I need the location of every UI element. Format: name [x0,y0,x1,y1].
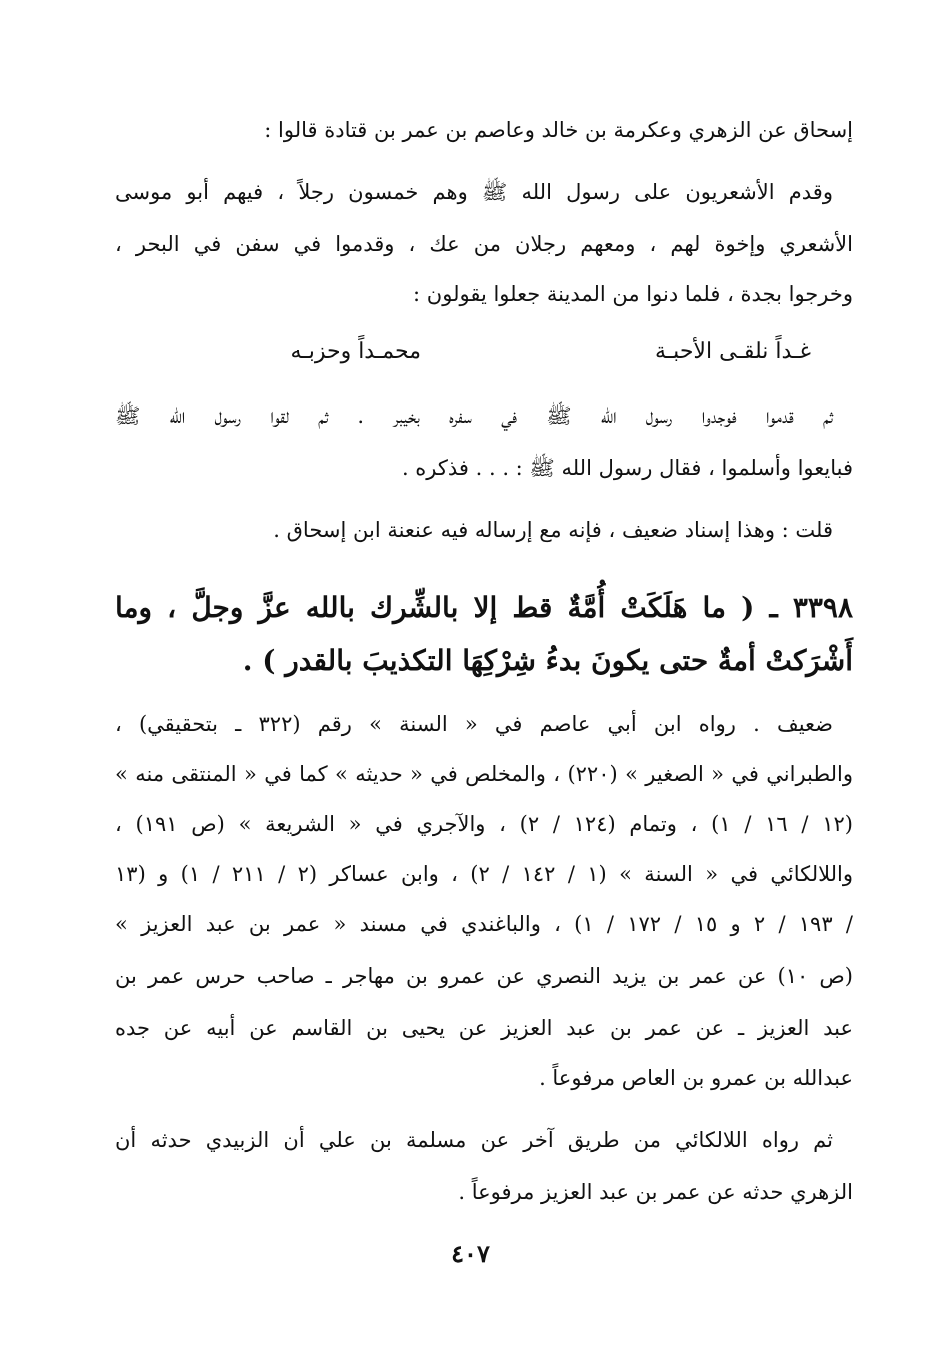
text-line: الزهري حدثه عن عمر بن عبد العزيز مرفوعاً . [458,1180,853,1204]
commentary-line: عبد العزيز ـ عن عمر بن عبد العزيز عن يحيى بن القاسم عن أبيه عن جده [115,1016,853,1040]
commentary-line: (١٢ / ١٦ / ١) ، وتمام (١٢٤ / ٢) ، والآجري في « الشريعة » (ص ١٩١) ، [115,812,853,836]
page-number: ٤٠٧ [451,1239,490,1268]
verse-hemistich-right: غـداً نلقـى الأحبـة [654,339,811,364]
text-line: وقدم الأشعريون على رسول الله ﷺ وهم خمسون رجلاً ، فيهم أبو موسى [115,180,833,204]
commentary-line: / ١٩٣ / ٢ و ١٥ / ١٧٢ / ١) ، والباغندي في مسند « عمر بن عبد العزيز » [115,912,853,936]
text-line: وخرجوا بجدة ، فلما دنوا من المدينة جعلوا يقولون : [413,282,853,306]
text-line: الأشعري وإخوة لهم ، ومعهم رجلان من عك ، وقدموا في سفن في البحر ، [115,232,853,256]
hadith-heading-line: أَشْرَكتْ أمةٌ حتى يكونَ بدءُ شِرْكِهَا التكذيبَ بالقدر ) . [242,644,853,677]
text-line: إسحاق عن الزهري وعكرمة بن خالد وعاصم بن عمر بن قتادة قالوا : [264,118,853,142]
commentary-line: ضعيف . رواه ابن أبي عاصم في « السنة » رقم (٣٢٢ ـ بتحقيقي) ، [115,712,833,736]
hadith-heading-line: ٣٣٩٨ ـ ( ما هَلَكَتْ أُمَّةٌ قط إلا بالشِّرك بالله عزَّ وجلَّ ، وما [115,591,853,624]
commentary-line: (ص ١٠) عن عمر بن يزيد النصري عن عمرو بن مهاجر ـ صاحب حرس عمر بن [115,964,853,988]
author-note: قلت : وهذا إسناد ضعيف ، فإنه مع إرساله فيه عنعنة ابن إسحاق . [273,518,833,542]
commentary-line: واللالكائي في « السنة » (١ / ١٤٢ / ٢) ، وابن عساكر (٢ / ٢١١ / ١) و (١٣ [115,862,853,886]
text-line: فبايعوا وأسلموا ، فقال رسول الله ﷺ : . . . فذكره . [401,456,853,480]
text-line: ثم قدموا فوجدوا رسول الله ﷺ في سفره بخيبر . ثم لقوا رسول الله ﷺ [115,404,833,428]
verse-hemistich-left: محمـداً وحزبـه [290,339,421,364]
commentary-line: عبدالله بن عمرو بن العاص مرفوعاً . [539,1066,853,1090]
text-line: ثم رواه اللالكائي من طريق آخر عن مسلمة بن علي أن الزبيدي حدثه أن [115,1128,833,1152]
commentary-line: والطبراني في « الصغير » (٢٢٠) ، والمخلص في « حديثه » كما في « المنتقى منه » [115,762,853,786]
